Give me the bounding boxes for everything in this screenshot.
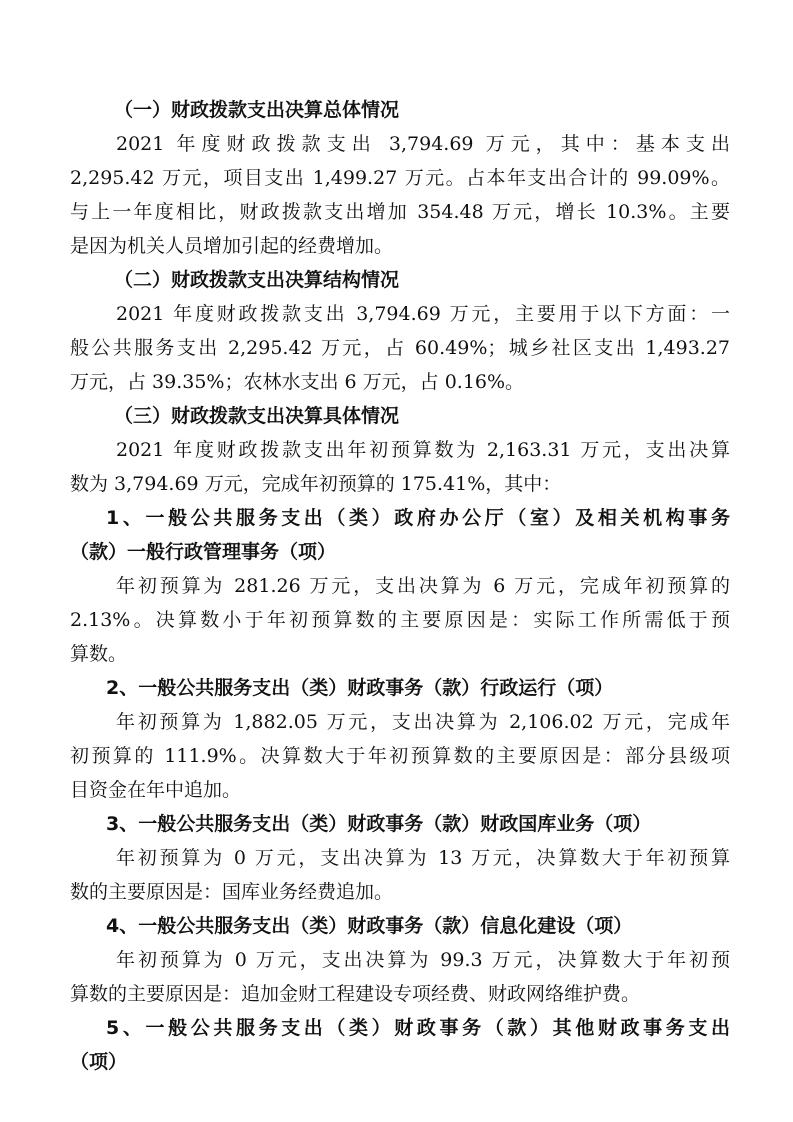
paragraph-line: 数为 3,794.69 万元，完成年初预算的 175.41%，其中： — [70, 473, 562, 495]
paragraph-line: 年初预算为 1,882.05 万元，支出决算为 2,106.02 万元，完成年 — [116, 711, 730, 733]
paragraph-line: 算数的主要原因是：追加金财工程建设专项经费、财政网络维护费。 — [70, 983, 641, 1005]
item-heading: 3、一般公共服务支出（类）财政事务（款）财政国库业务（项） — [106, 813, 652, 835]
paragraph-line: 算数。 — [70, 643, 128, 665]
paragraph-line: 数的主要原因是：国库业务经费追加。 — [70, 881, 394, 903]
paragraph-line: 初预算的 111.9%。决算数大于年初预算数的主要原因是：部分县级项 — [70, 745, 730, 767]
document-body — [70, 93, 730, 1079]
item-heading: 5、一般公共服务支出（类）财政事务（款）其他财政事务支出 — [106, 1017, 730, 1039]
paragraph-line: 年初预算为 281.26 万元，支出决算为 6 万元，完成年初预算的 — [116, 575, 730, 597]
paragraph-line: 2021 年度财政拨款支出年初预算数为 2,163.31 万元，支出决算 — [116, 439, 730, 461]
paragraph-line: 是因为机关人员增加引起的经费增加。 — [70, 235, 394, 257]
paragraph-line: 年初预算为 0 万元，支出决算为 99.3 万元，决算数大于年初预 — [116, 949, 730, 971]
item-heading: 1、一般公共服务支出（类）政府办公厅（室）及相关机构事务 — [106, 507, 730, 529]
item-heading: 4、一般公共服务支出（类）财政事务（款）信息化建设（项） — [106, 915, 633, 937]
item-heading: （款）一般行政管理事务（项） — [70, 541, 337, 563]
paragraph-line: 2021 年度财政拨款支出 3,794.69 万元，主要用于以下方面：一 — [116, 303, 730, 325]
item-heading: 2、一般公共服务支出（类）财政事务（款）行政运行（项） — [106, 677, 614, 699]
paragraph-line: 年初预算为 0 万元，支出决算为 13 万元，决算数大于年初预算 — [116, 847, 730, 869]
paragraph-line: 万元，占 39.35%；农林水支出 6 万元，占 0.16%。 — [70, 371, 525, 393]
paragraph-line: 2,295.42 万元，项目支出 1,499.27 万元。占本年支出合计的 99.09%。 — [70, 167, 730, 189]
section-heading-details: （三）财政拨款支出决算具体情况 — [114, 405, 400, 427]
paragraph-line: 般公共服务支出 2,295.42 万元，占 60.49%；城乡社区支出 1,493.27 — [70, 337, 730, 359]
section-heading-overall: （一）财政拨款支出决算总体情况 — [114, 99, 400, 121]
section-heading-structure: （二）财政拨款支出决算结构情况 — [114, 269, 400, 291]
paragraph-line: 2.13%。决算数小于年初预算数的主要原因是：实际工作所需低于预 — [70, 609, 730, 631]
item-heading: （项） — [70, 1051, 128, 1073]
paragraph-line: 2021 年度财政拨款支出 3,794.69 万元，其中：基本支出 — [116, 133, 730, 155]
paragraph-line: 目资金在年中追加。 — [70, 779, 242, 801]
paragraph-line: 与上一年度相比，财政拨款支出增加 354.48 万元，增长 10.3%。主要 — [70, 201, 730, 223]
